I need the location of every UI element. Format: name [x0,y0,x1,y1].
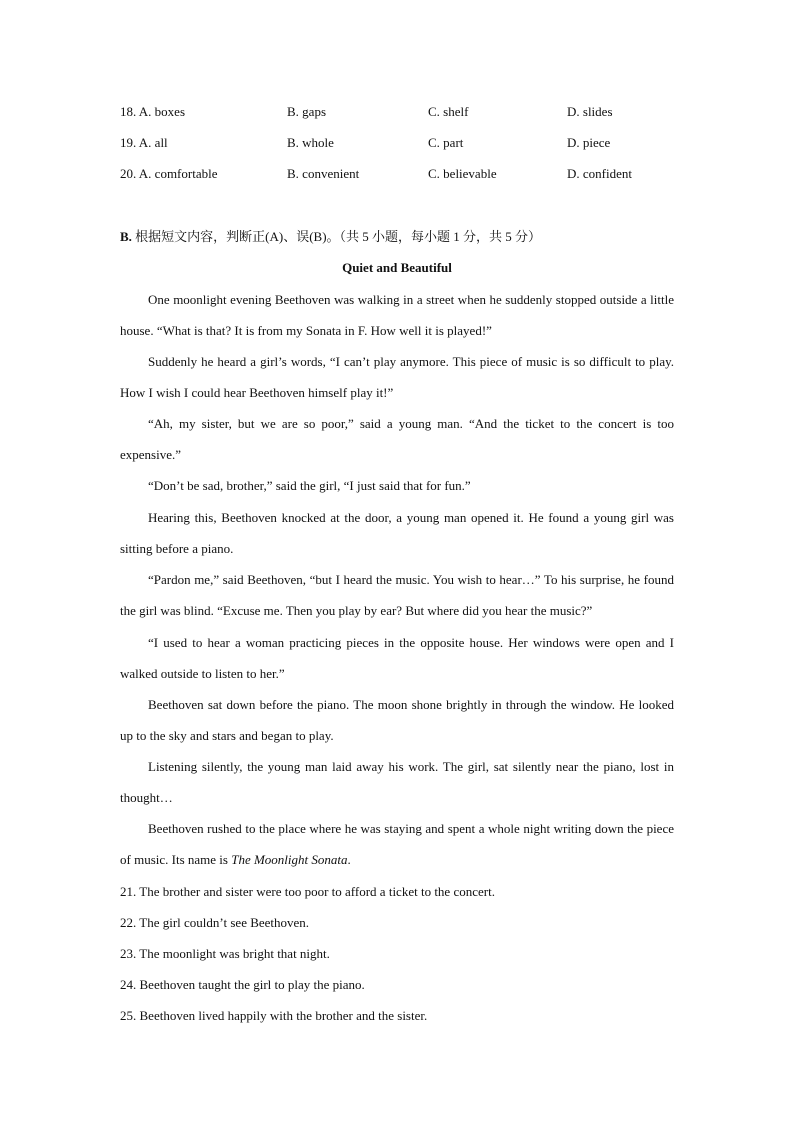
section-instruction: 根据短文内容，判断正(A)、误(B)。（共 5 小题，每小题 1 分，共 5 分） [135,229,542,244]
question-21: 21. The brother and sister were too poor to afford a ticket to the concert. [120,884,495,899]
paragraph: “Ah, my sister, but we are so poor,” said a young man. “And the ticket to the concert is too expensive.” [120,416,674,462]
section-label: B. [120,229,132,244]
paragraph: Hearing this, Beethoven knocked at the door, a young man opened it. He found a young girl was sitting before a piano. [120,510,674,556]
option-c: C. shelf [428,104,469,119]
question-25: 25. Beethoven lived happily with the brother and the sister. [120,1008,428,1023]
option-b: B. whole [287,135,334,150]
question-24: 24. Beethoven taught the girl to play the piano. [120,977,365,992]
option-b: B. gaps [287,104,326,119]
paragraph: “I used to hear a woman practicing pieces in the opposite house. Her windows were open and I walked outside to listen to her.” [120,635,674,681]
options-row-18 [120,102,680,122]
work-title: The Moonlight Sonata [231,852,348,867]
question-22: 22. The girl couldn’t see Beethoven. [120,915,310,930]
option-a: 20. A. comfortable [120,166,218,181]
paragraph: One moonlight evening Beethoven was walking in a street when he suddenly stopped outside a little house. “What is that? It is from my Sonata in F. How well it is played!” [120,292,674,338]
paragraph-end: . [347,852,351,867]
passage-title: Quiet and Beautiful [342,260,452,275]
section-b-heading [120,227,680,247]
paragraph: Suddenly he heard a girl’s words, “I can’t play anymore. This piece of music is so difficult to play. How I wish I could hear Beethoven himself play it!” [120,354,674,400]
option-a: 19. A. all [120,135,168,150]
option-b: B. convenient [287,166,360,181]
option-c: C. part [428,135,464,150]
options-row-20 [120,164,680,184]
paragraph: Beethoven sat down before the piano. The moon shone brightly in through the window. He looked up to the sky and stars and began to play. [120,697,674,743]
paragraph-last [120,813,674,875]
question-23: 23. The moonlight was bright that night. [120,946,330,961]
options-row-19 [120,133,680,153]
option-d: D. slides [567,104,613,119]
paragraph: “Don’t be sad, brother,” said the girl, “I just said that for fun.” [148,478,471,493]
paragraph-text: Beethoven rushed to the place where he was staying and spent a whole night writing down the piece of music. Its name is [120,821,674,867]
paragraph: Listening silently, the young man laid away his work. The girl, sat silently near the piano, lost in thought… [120,759,674,805]
paragraph: “Pardon me,” said Beethoven, “but I heard the music. You wish to hear…” To his surprise, he found the girl was blind. “Excuse me. Then you play by ear? But where did you hear the music?” [120,572,674,618]
option-a: 18. A. boxes [120,104,185,119]
option-d: D. piece [567,135,611,150]
option-d: D. confident [567,166,632,181]
option-c: C. believable [428,166,497,181]
